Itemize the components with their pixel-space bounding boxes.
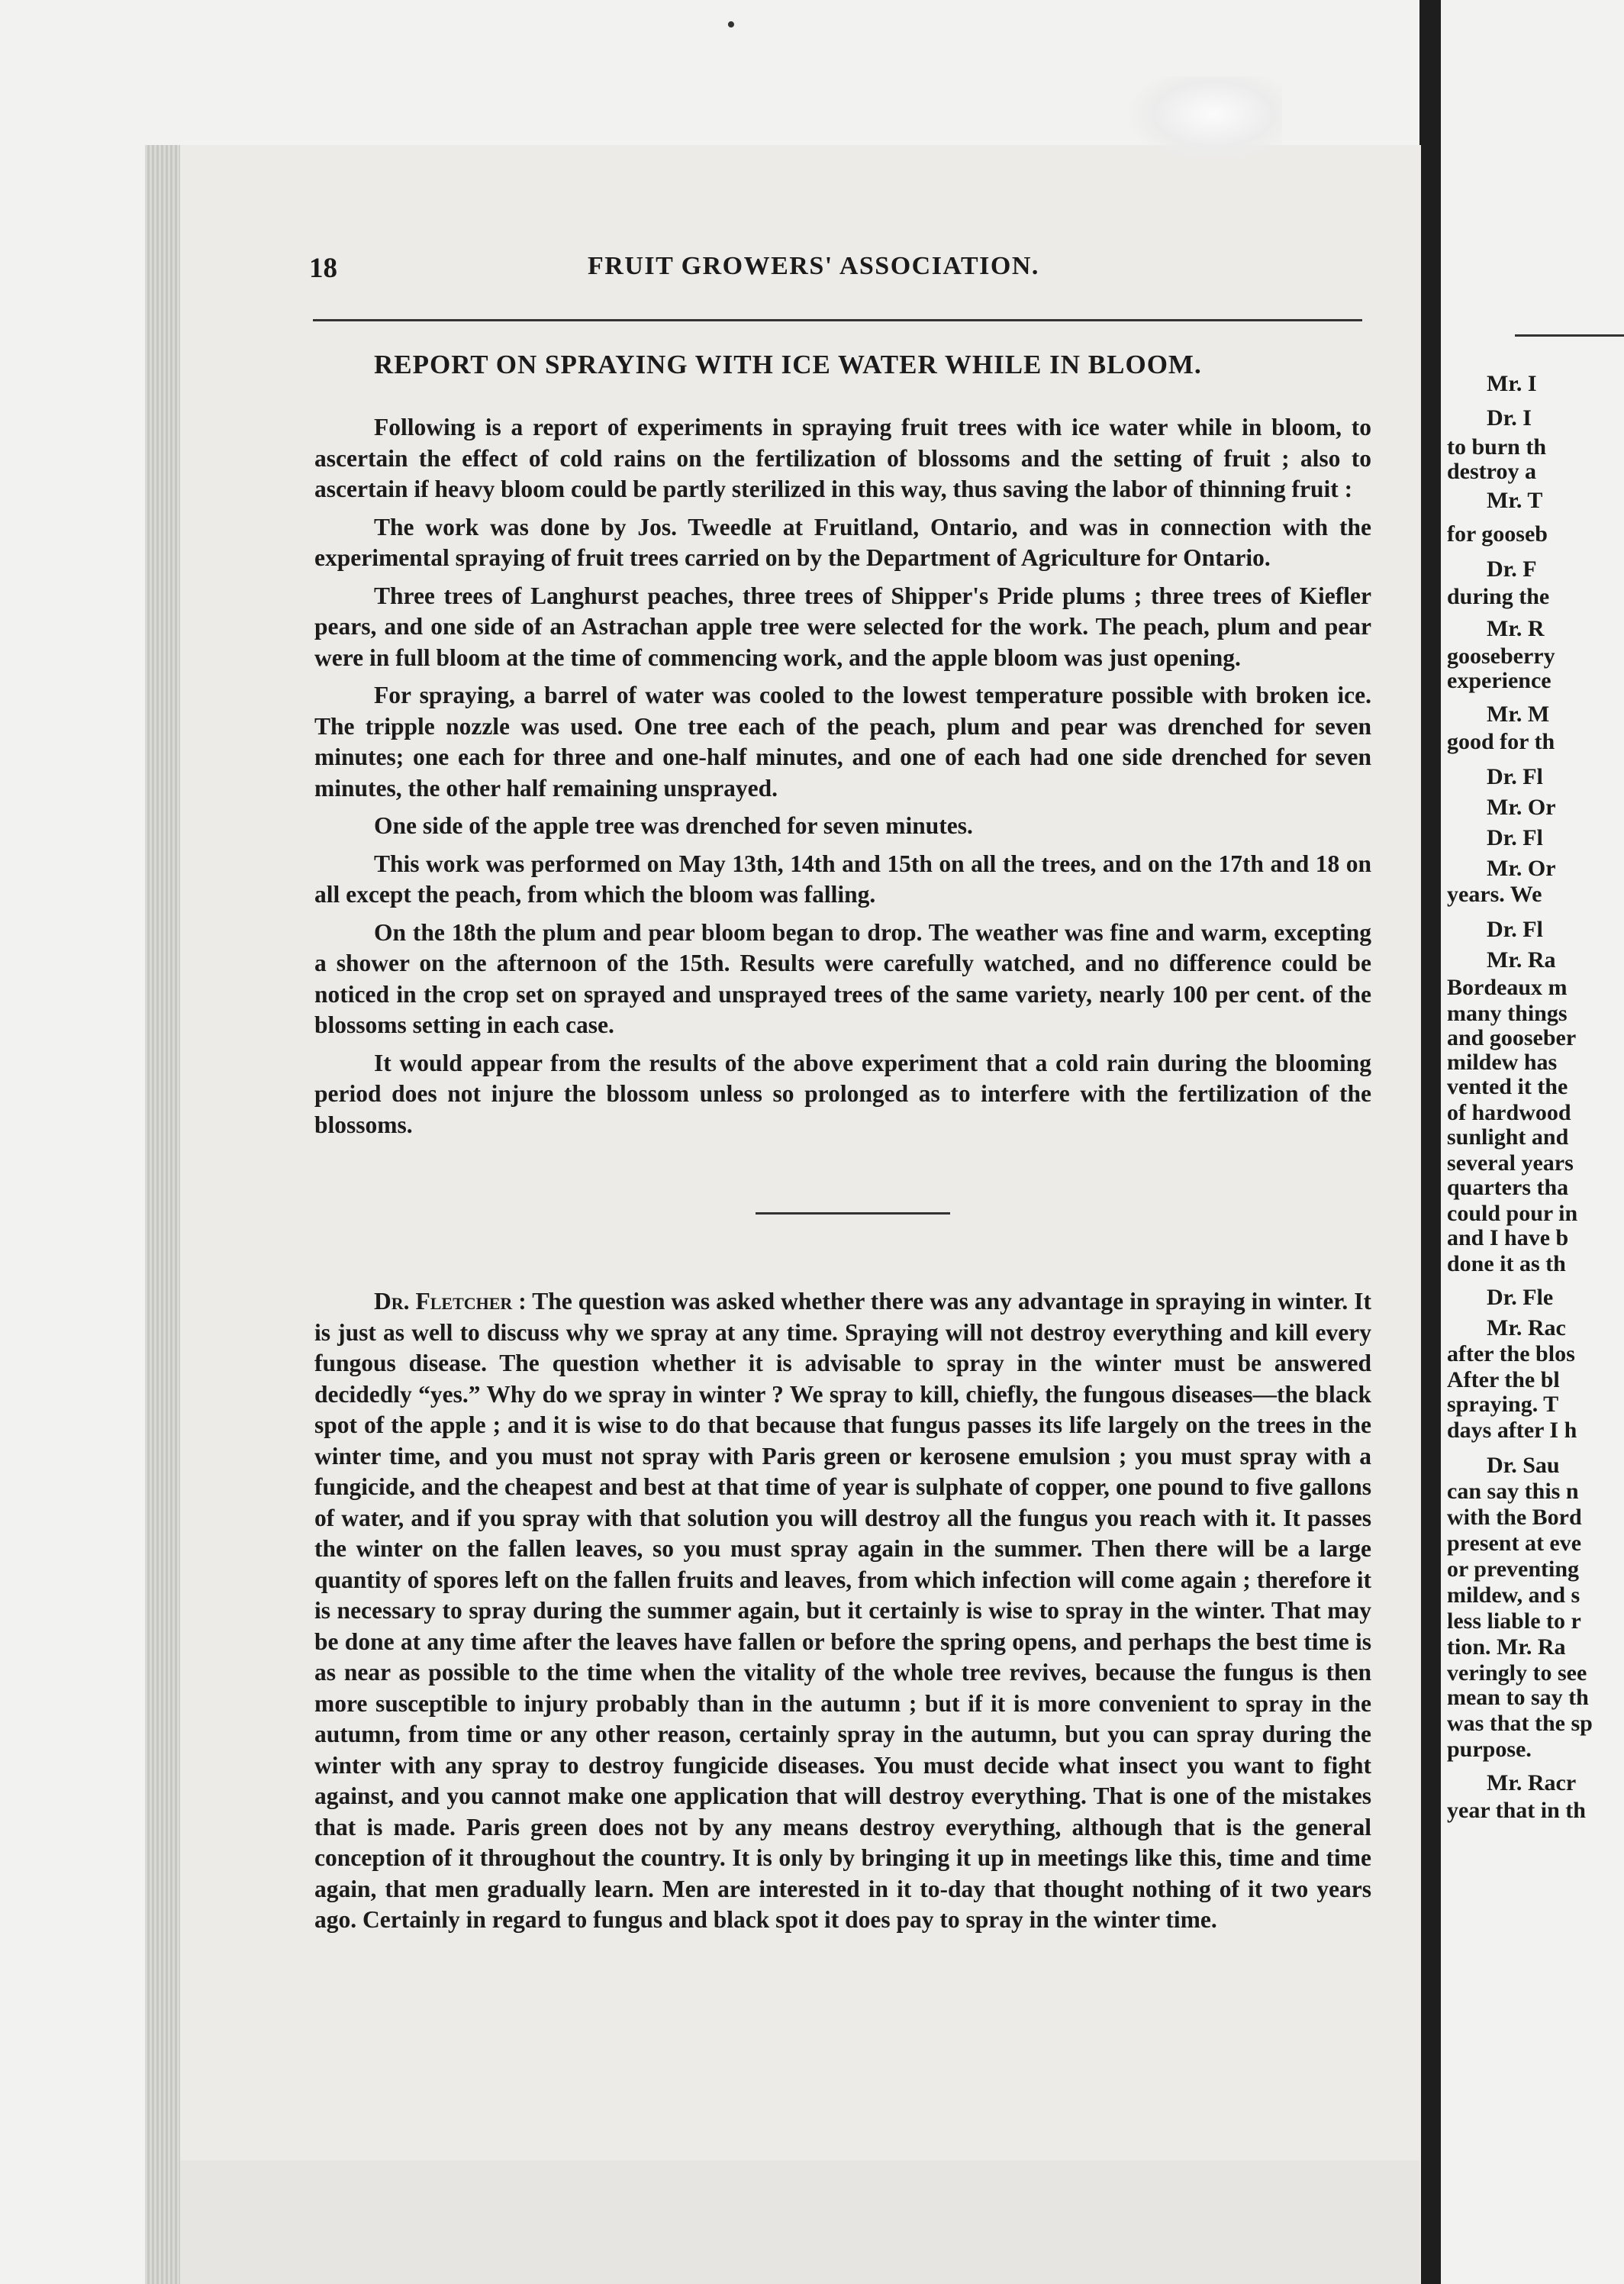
- right-page-line: and gooseber: [1447, 1025, 1577, 1050]
- right-page-line: Dr. I: [1487, 405, 1532, 431]
- right-page-line: sunlight and: [1447, 1124, 1569, 1150]
- right-page-line: veringly to see: [1447, 1660, 1587, 1686]
- right-page-line: Mr. M: [1487, 702, 1550, 727]
- running-head: FRUIT GROWERS' ASSOCIATION.: [588, 252, 1039, 280]
- right-page-line: Mr. R: [1487, 616, 1545, 641]
- page-number: 18: [309, 253, 337, 284]
- right-page-line: Dr. Fl: [1487, 825, 1543, 850]
- report-title: REPORT ON SPRAYING WITH ICE WATER WHILE IN BLOOM.: [374, 350, 1202, 379]
- right-page-line: Bordeaux m: [1447, 975, 1568, 1000]
- right-page-line: Dr. Sau: [1487, 1453, 1560, 1478]
- right-page-line: years. We: [1447, 882, 1542, 907]
- right-page-rule: [1515, 334, 1624, 337]
- right-page-line: during the: [1447, 584, 1550, 609]
- right-page-line: was that the sp: [1447, 1711, 1593, 1736]
- report-paragraph: This work was performed on May 13th, 14th and 15th on all the trees, and on the 17th and 18 on all except the peach, from which the bloom was falling.: [314, 850, 1371, 908]
- report-paragraph: For spraying, a barrel of water was cooled to the lowest temperature possible with broken ice. The tripple nozzle was used. One tree each of the peach, plum and pear was drenched for seven minutes; one each for three and one-half minutes, and one of each had one side drenched for seven minutes, the other half remaining unsprayed.: [314, 682, 1371, 802]
- section-separator: [756, 1212, 950, 1215]
- right-page-line: quarters tha: [1447, 1175, 1569, 1200]
- right-page-line: mildew, and s: [1447, 1582, 1580, 1608]
- header-rule: [313, 319, 1362, 321]
- right-page-line: spraying. T: [1447, 1392, 1559, 1417]
- right-page-line: or preventing: [1447, 1557, 1580, 1582]
- right-page-line: many things: [1447, 1001, 1568, 1026]
- right-page-line: for gooseb: [1447, 521, 1548, 547]
- right-page-line: of hardwood: [1447, 1100, 1571, 1125]
- right-page-line: present at eve: [1447, 1531, 1582, 1556]
- right-page-line: less liable to r: [1447, 1608, 1581, 1634]
- right-page-line: could pour in: [1447, 1201, 1578, 1226]
- right-page-line: destroy a: [1447, 459, 1536, 484]
- right-page-line: several years: [1447, 1150, 1574, 1176]
- right-page-line: done it as th: [1447, 1251, 1566, 1276]
- right-page-line: Dr. Fl: [1487, 764, 1543, 789]
- right-page-line: purpose.: [1447, 1737, 1532, 1762]
- right-page-line: Mr. Racr: [1487, 1770, 1577, 1795]
- right-page-line: tion. Mr. Ra: [1447, 1634, 1566, 1660]
- right-page-line: with the Bord: [1447, 1505, 1582, 1530]
- right-page-line: and I have b: [1447, 1225, 1569, 1250]
- right-page-line: days after I h: [1447, 1418, 1577, 1443]
- right-page-line: to burn th: [1447, 434, 1547, 460]
- right-page-line: vented it the: [1447, 1074, 1568, 1099]
- right-page-line: Dr. Fle: [1487, 1285, 1554, 1310]
- right-page-line: mean to say th: [1447, 1685, 1589, 1710]
- right-page-line: Dr. Fl: [1487, 917, 1543, 942]
- page-edge-stack: [145, 145, 180, 2284]
- right-page-column: [1441, 351, 1624, 2046]
- right-page-line: After the bl: [1447, 1367, 1560, 1392]
- right-page-line: gooseberry: [1447, 644, 1555, 669]
- right-page-line: Dr. F: [1487, 556, 1537, 582]
- book-gutter: [1419, 0, 1441, 2284]
- paper-tear-mark: [1129, 76, 1282, 160]
- report-body: [314, 412, 1371, 1147]
- page-bottom-shade: [180, 2160, 1419, 2284]
- discussion-text: The question was asked whether there was any advantage in spraying in winter. It is just as well to discuss why we spray at any time. Spraying will not destroy everything and kill every fungous disease. The question whether it is advisable to spray in the winter must be answered decidedly “yes.” Why do we spray in winter ? We spray to kill, chiefly, the fungous diseases—the black spot of the apple ; and it is wise to do that because that fungus passes its life largely on the trees in the winter time, and you must not spray with Paris green or kerosene emulsion ; you must spray with a fungicide, and the cheapest and best at that time of year is sulphate of copper, one pound to five gallons of water, and if you spray with that solution you will destroy all the fungus you reach with it. It passes the winter on the fallen leaves, so you must spray again in the summer. Then there will be a large quantity of spores left on the fallen fruits and leaves, from which infection will come again ; therefore it is necessary to spray during the summer again, but it certainly is wise to spray in the winter. That may be done at any time after the leaves have fallen or before the spring opens, and perhaps the best time is as near as possible to the time when the vitality of the whole tree revives, because the fungus is then more susceptible to injury probably than in the autumn ; but if it is more convenient to spray in the autumn, from time or any other reason, certainly spray in the autumn, but you can spray during the winter with any spray to destroy fungicide diseases. You must decide what insect you want to fight against, and you cannot make one application that will destroy everything. That is one of the mistakes that is made. Paris green does not by any means destroy everything, although that is the general conception of it throughout the country. It is only by bringing it up in meetings like this, time and time again, that men gradually learn. Men are interested in it to-day that thought nothing of it two years ago. Certainly in regard to fungus and black spot it does pay to spray in the winter time.: [314, 1288, 1371, 1933]
- right-page-line: can say this n: [1447, 1479, 1579, 1504]
- report-paragraph: Three trees of Langhurst peaches, three trees of Shipper's Pride plums ; three trees of Kiefler pears, and one side of an Astrachan apple tree were selected for the work. The peach, plum and pear were in full bloom at the time of commencing work, and the apple bloom was just opening.: [314, 582, 1371, 671]
- report-paragraph: It would appear from the results of the above experiment that a cold rain during the blooming period does not injure the blossom unless so prolonged as to interfere with the fertilization of the blossoms.: [314, 1049, 1371, 1138]
- right-page-line: Mr. Ra: [1487, 947, 1556, 973]
- report-paragraph: One side of the apple tree was drenched for seven minutes.: [374, 812, 973, 839]
- right-page-line: year that in th: [1447, 1798, 1586, 1823]
- report-paragraph: On the 18th the plum and pear bloom began to drop. The weather was fine and warm, excepting a shower on the afternoon of the 15th. Results were carefully watched, and no difference could be noticed in the crop set on sprayed and unsprayed trees of the same variety, nearly 100 per cent. of the blossoms setting in each case.: [314, 918, 1371, 1038]
- top-speck-mark: •: [727, 11, 736, 39]
- report-paragraph: The work was done by Jos. Tweedle at Fruitland, Ontario, and was in connection with the experimental spraying of fruit trees carried on by the Department of Agriculture for Ontario.: [314, 513, 1371, 571]
- right-page-line: Mr. Or: [1487, 795, 1556, 820]
- speaker-name: Dr. Fletcher: [374, 1288, 513, 1315]
- right-page-line: experience: [1447, 668, 1552, 693]
- report-paragraph: Following is a report of experiments in spraying fruit trees with ice water while in bloom, to ascertain the effect of cold rains on the fertilization of blossoms and the setting of fruit ; also to ascertain if heavy bloom could be partly sterilized in this way, thus saving the labor of thinning fruit :: [314, 414, 1371, 502]
- right-page-line: Mr. I: [1487, 371, 1537, 396]
- right-page-line: good for th: [1447, 729, 1555, 754]
- right-page-line: mildew has: [1447, 1050, 1558, 1075]
- discussion-paragraph: Dr. Fletcher : The question was asked whether there was any advantage in spraying in winter. It is just as well to discuss why we spray at any time. Spraying will not destroy everything and kill every fungous disease. The question whether it is advisable to spray in the winter must be answered decidedly “yes.” Why do we spray in winter ? We spray to kill, chiefly, the fungous diseases—the black spot of the apple ; and it is wise to do that because that fungus passes its life largely on the trees in the winter time, and you must not spray with Paris green or kerosene emulsion ; you must spray with a fungicide, and the cheapest and best at that time of year is sulphate of copper, one pound to five gallons of water, and if you spray with that solution you will destroy all the fungus you reach with it. It passes the winter on the fallen leaves, so you must spray again in the summer. Then there will be a large quantity of spores left on the fallen fruits and leaves, from which infection will come again ; therefore it is necessary to spray during the summer again, but it certainly is wise to spray in the winter. That may be done at any time after the leaves have fallen or before the spring opens, and perhaps the best time is as near as possible to the time when the vitality of the whole tree revives, because the fungus is then more susceptible to injury probably than in the autumn ; but if it is more convenient to spray in the autumn, from time or any other reason, certainly spray in the autumn, but you can spray during the winter with any spray to destroy fungicide diseases. You must decide what insect you want to fight against, and you cannot make one application that will destroy everything. That is one of the mistakes that is made. Paris green does not by any means destroy everything, although that is the general conception of it throughout the country. It is only by bringing it up in meetings like this, time and time again, that men gradually learn. Men are interested in it to-day that thought nothing of it two years ago. Certainly in regard to fungus and black spot it does pay to spray in the winter time.: [314, 1288, 1371, 1933]
- discussion-body: [314, 1286, 1371, 1943]
- right-page-line: Mr. Or: [1487, 856, 1556, 881]
- right-page-line: Mr. T: [1487, 488, 1543, 513]
- right-page-line: Mr. Rac: [1487, 1315, 1566, 1340]
- right-page-line: after the blos: [1447, 1341, 1575, 1366]
